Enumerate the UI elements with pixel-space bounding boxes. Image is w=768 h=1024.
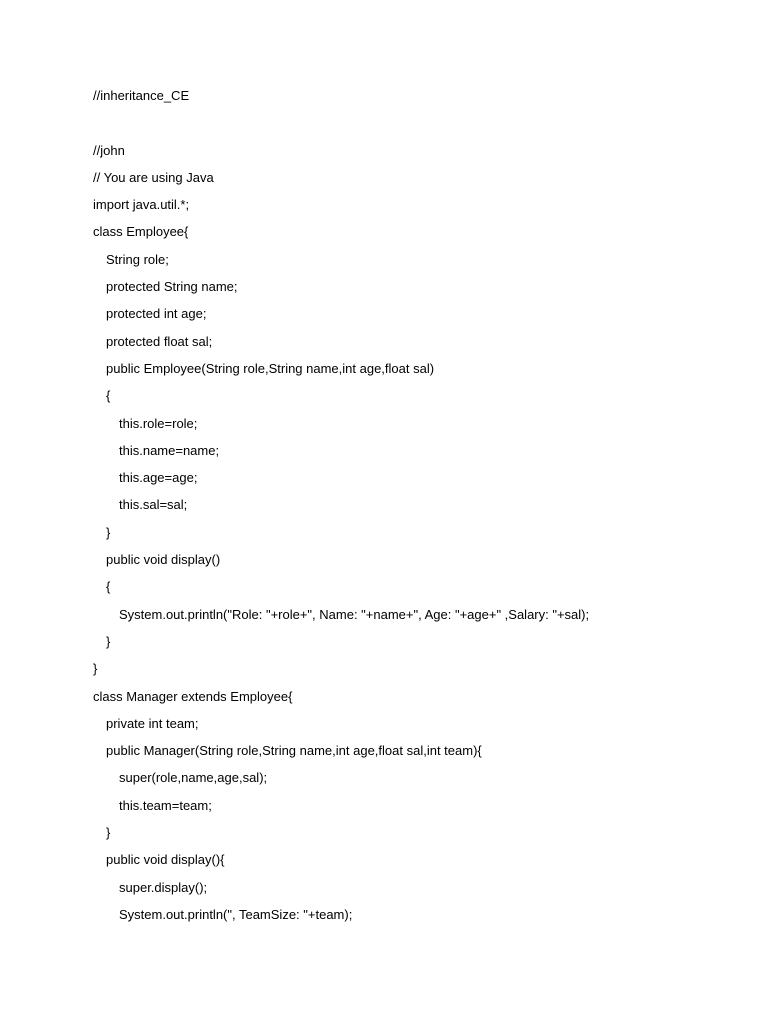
code-line: } xyxy=(93,661,98,677)
code-line: public Manager(String role,String name,int age,float sal,int team){ xyxy=(106,743,482,759)
code-line: // You are using Java xyxy=(93,169,214,185)
code-line: { xyxy=(106,579,111,595)
code-line: //john xyxy=(93,142,125,158)
code-line: protected float sal; xyxy=(106,333,213,349)
code-line: this.age=age; xyxy=(119,470,198,486)
code-line xyxy=(93,113,589,140)
code-line: public void display(){ xyxy=(106,852,225,868)
code-line: super.display(); xyxy=(119,879,208,895)
code-line: System.out.println(", TeamSize: "+team); xyxy=(119,906,353,922)
code-line: } xyxy=(106,633,111,649)
code-line: super(role,name,age,sal); xyxy=(119,770,268,786)
code-line: class Employee{ xyxy=(93,224,189,240)
code-line: String role; xyxy=(106,251,169,267)
code-line: } xyxy=(106,825,111,841)
code-line: //inheritance_CE xyxy=(93,88,190,103)
code-line: class Manager extends Employee{ xyxy=(93,688,293,704)
code-line: import java.util.*; xyxy=(93,197,190,213)
code-line: { xyxy=(106,388,111,404)
code-line: this.team=team; xyxy=(119,797,212,813)
code-line: System.out.println("Role: "+role+", Name: "+name+", Age: "+age+" ,Salary: "+sal); xyxy=(119,606,590,622)
code-line: private int team; xyxy=(106,715,199,731)
code-line: this.sal=sal; xyxy=(119,497,188,513)
code-line: } xyxy=(106,524,111,540)
code-line: protected int age; xyxy=(106,306,207,322)
code-listing xyxy=(93,86,589,932)
code-line: public void display() xyxy=(106,552,221,568)
code-line: protected String name; xyxy=(106,279,238,295)
code-line: this.role=role; xyxy=(119,415,198,431)
code-line: this.name=name; xyxy=(119,442,220,458)
code-line: public Employee(String role,String name,int age,float sal) xyxy=(106,360,435,376)
